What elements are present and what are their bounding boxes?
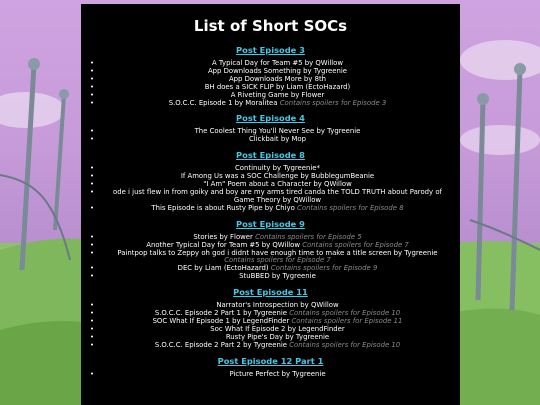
soc-list	[81, 165, 460, 212]
item-title: Continuity by Tygreenie*	[235, 164, 320, 173]
section	[81, 287, 460, 349]
item-title: Narrator's Introspection by QWillow	[216, 301, 339, 310]
item-title: S.O.C.C. Episode 2 Part 1 by Tygreenie	[154, 309, 288, 318]
spoiler-note: Contains spoilers for Episode 8	[297, 203, 404, 212]
soc-list	[81, 302, 460, 349]
item-title: The Coolest Thing You'll Never See by Tygreenie	[194, 127, 361, 136]
item-title: DEC by Liam (EctoHazard)	[177, 264, 269, 273]
item-title: If Among Us was a SOC Challenge by BubblegumBeanie	[180, 172, 375, 181]
item-title: Soc What If Episode 2 by LegendFinder	[210, 324, 345, 333]
section	[81, 113, 460, 144]
section	[81, 219, 460, 281]
list-item[interactable]	[81, 371, 460, 379]
list-item[interactable]	[81, 136, 460, 144]
list-item[interactable]	[81, 189, 460, 205]
section	[81, 45, 460, 107]
page-title: List of Short SOCs	[193, 17, 348, 35]
spoiler-note: Contains spoilers for Episode 10	[289, 340, 401, 349]
item-title: This Episode is about Rusty Pipe by Chiyo	[151, 203, 295, 212]
section-heading-link[interactable]: Post Episode 4	[236, 113, 305, 124]
section-heading-link[interactable]: Post Episode 12 Part 1	[217, 355, 324, 366]
section-heading-link[interactable]: Post Episode 3	[236, 45, 305, 55]
content-panel	[81, 4, 460, 405]
item-title: A Typical Day for Team #5 by QWillow	[211, 59, 344, 67]
spoiler-note: Contains spoilers for Episode 10	[289, 309, 401, 318]
spoiler-note: Contains spoilers for Episode 11	[291, 316, 403, 325]
soc-list	[81, 60, 460, 107]
soc-list	[81, 128, 460, 144]
item-title: S.O.C.C. Episode 2 Part 2 by Tygreenie	[154, 340, 288, 349]
section-heading-link[interactable]: Post Episode 8	[236, 150, 305, 161]
item-title: Stories by Flower	[193, 232, 253, 241]
item-title: Rusty Pipe's Day by Tygreenie	[225, 332, 330, 341]
item-title: Paintpop talks to Zeppy oh god i didnt have enough time to make a title screen by Tygreenie	[117, 248, 438, 257]
section-heading-link[interactable]: Post Episode 9	[236, 218, 305, 229]
section	[81, 356, 460, 379]
section	[81, 150, 460, 212]
item-title: BH does a SICK FLIP by Liam (EctoHazard)	[204, 82, 351, 91]
section-heading-link[interactable]: Post Episode 11	[233, 287, 308, 298]
item-title: Clickbait by Mop	[249, 135, 306, 144]
item-title: SOC What If Episode 1 by LegendFinder	[152, 316, 290, 325]
list-item[interactable]	[81, 342, 460, 350]
spoiler-note: Contains spoilers for Episode 3	[279, 98, 387, 107]
item-title: ode i just flew in from goiky and boy are my arms tired canda the TOLD TRUTH about Parody of Game Theory by QWillow	[113, 187, 442, 204]
item-title: "I Am" Poem about a Character by QWillow	[203, 180, 352, 189]
list-item[interactable]	[81, 250, 460, 266]
item-title: StuBBED by Tygreenie	[239, 272, 316, 281]
list-item[interactable]	[81, 100, 460, 108]
spoiler-note: Contains spoilers for Episode 7	[224, 256, 331, 265]
item-title: App Downloads Something by Tygreenie	[207, 66, 348, 75]
item-title: App Downloads More by 8th	[228, 74, 327, 83]
list-item[interactable]	[81, 273, 460, 281]
sections-list	[81, 45, 460, 378]
soc-list	[81, 234, 460, 281]
item-title: Another Typical Day for Team #5 by QWillow	[146, 240, 301, 249]
spoiler-note: Contains spoilers for Episode 7	[302, 240, 409, 249]
spoiler-note: Contains spoilers for Episode 9	[270, 264, 378, 273]
item-title: A Riveting Game by Flower	[230, 90, 325, 99]
item-title: S.O.C.C. Episode 1 by Moralitea	[168, 98, 278, 107]
list-item[interactable]	[81, 205, 460, 213]
item-title: Picture Perfect by Tygreenie	[229, 369, 326, 378]
spoiler-note: Contains spoilers for Episode 5	[255, 232, 362, 241]
soc-list	[81, 371, 460, 379]
